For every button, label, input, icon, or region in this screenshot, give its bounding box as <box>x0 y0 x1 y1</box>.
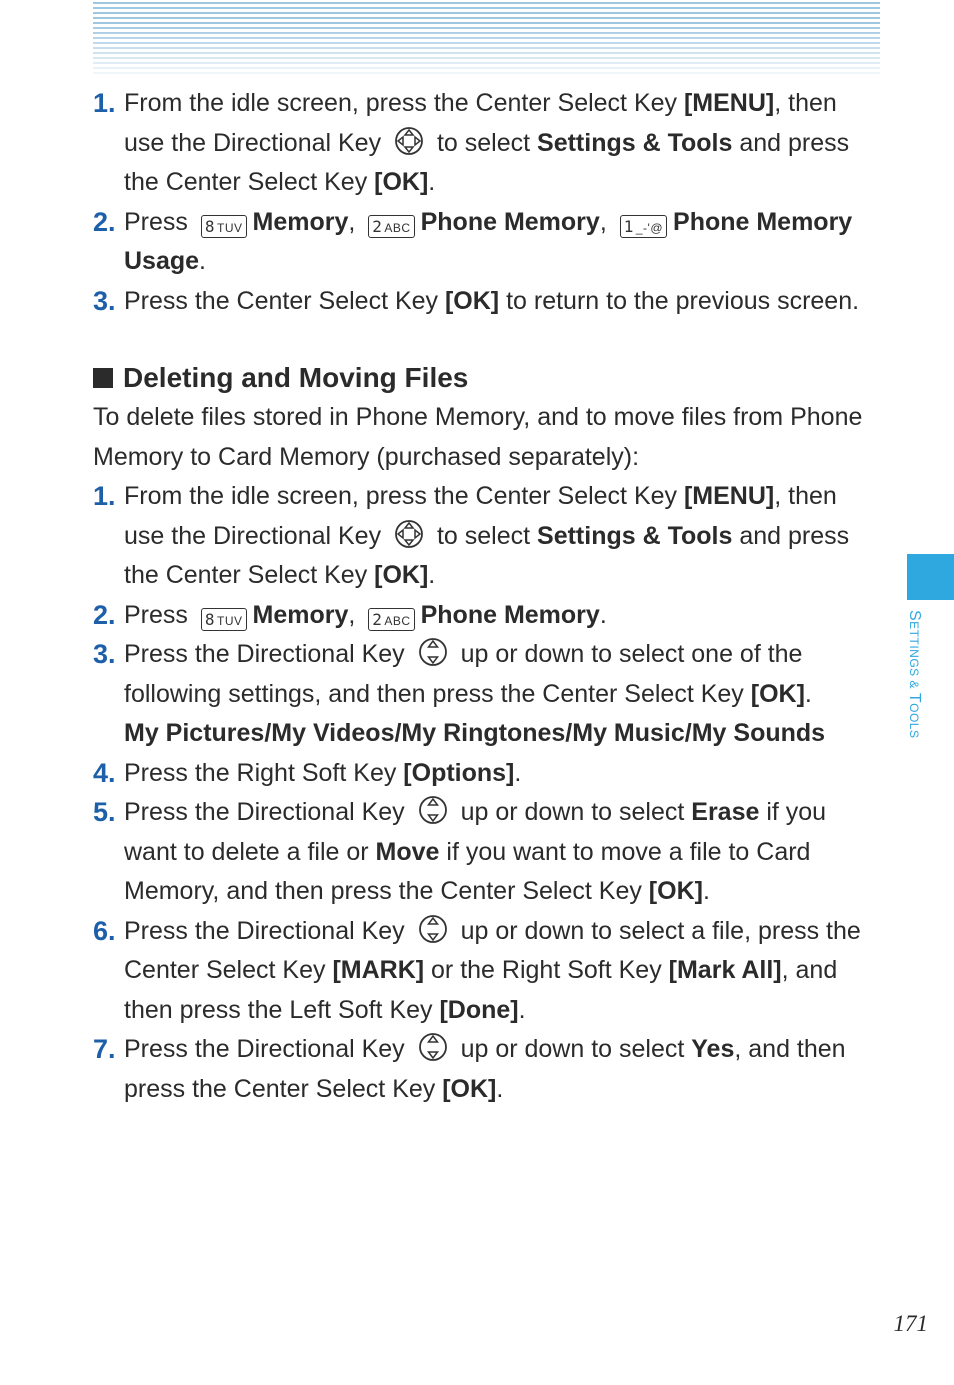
key-label: [Options] <box>403 758 515 787</box>
step-number: 4. <box>93 757 116 788</box>
key-label: [OK] <box>750 679 805 708</box>
menu-label: Settings & Tools <box>537 521 733 550</box>
menu-label: Phone Memory Usage <box>124 207 853 275</box>
step-1 <box>93 84 873 203</box>
square-bullet-icon <box>93 368 113 388</box>
step-number: 2. <box>93 599 116 630</box>
options-list: My Pictures/My Videos/My Ringtones/My Music/My Sounds <box>124 719 826 747</box>
up-down-key-icon <box>418 914 448 944</box>
step-number: 7. <box>93 1034 116 1064</box>
up-down-key-icon <box>418 637 448 667</box>
content <box>93 84 873 1109</box>
step-text: . <box>428 168 436 196</box>
step-6: 6. Press the Directional Key up or down to select a file, press the Center Select Key [MARK] or the Right Soft Key [Mark All], and then press the Left Soft Key [Done]. <box>93 912 873 1031</box>
step-text: , then use the Directional Key <box>124 89 837 157</box>
key-label: [Done] <box>439 995 519 1024</box>
up-down-key-icon <box>418 795 448 825</box>
step-number: 1. <box>93 481 116 511</box>
step-text: and press the Center Select Key <box>124 128 850 196</box>
key-label: [Mark All] <box>668 956 782 984</box>
key-1-icon: 1 _-'@ <box>620 215 667 238</box>
step-2: 2. Press 8 TUV Memory, 2 ABC Phone Memory. <box>93 596 873 636</box>
option-label: Erase <box>691 798 760 826</box>
option-label: Yes <box>691 1035 735 1063</box>
step-number: 5. <box>93 797 116 827</box>
menu-label: Memory <box>252 207 349 236</box>
key-label: [MENU] <box>683 482 775 510</box>
step-number: 2. <box>93 206 116 237</box>
key-label: [MENU] <box>683 89 775 117</box>
step-2: 2. Press 8 TUV Memory, 2 ABC Phone Memory, 1 _-'@ Phone Memory Usage. <box>93 203 873 282</box>
key-label: [OK] <box>374 561 429 589</box>
section-heading: Deleting and Moving Files <box>93 358 873 398</box>
step-text: From the idle screen, press the Center Select Key <box>124 89 684 117</box>
section-intro: To delete files stored in Phone Memory, and to move files from Phone Memory to Card Memory (purchased separately): <box>93 403 863 471</box>
page-number: 171 <box>893 1311 928 1336</box>
step-3 <box>93 282 873 322</box>
up-down-key-icon <box>418 1032 448 1062</box>
key-label: [OK] <box>442 1074 497 1103</box>
key-2-icon: 2 ABC <box>368 608 414 631</box>
step-7: 7. Press the Directional Key up or down to select Yes, and then press the Center Select Key [OK]. <box>93 1030 873 1109</box>
menu-label: Settings & Tools <box>537 128 733 157</box>
step-4: 4. Press the Right Soft Key [Options]. <box>93 754 873 794</box>
key-label: [OK] <box>648 877 703 905</box>
step-number: 3. <box>93 639 116 669</box>
key-label: [OK] <box>444 286 500 315</box>
key-8-icon: 8 TUV <box>201 608 247 631</box>
key-label: [OK] <box>374 168 429 196</box>
menu-label: Phone Memory <box>420 600 600 629</box>
step-3: 3. Press the Directional Key up or down to select one of the following settings, and then press the Center Select Key [OK]. My Pictures/My Videos/My Ringtones/My Music/My Sounds <box>93 635 873 754</box>
key-2-icon: 2 ABC <box>368 215 414 238</box>
directional-key-icon <box>394 519 424 549</box>
key-8-icon: 8 TUV <box>201 215 247 238</box>
header-band <box>93 2 880 74</box>
step-1: 1. From the idle screen, press the Center Select Key [MENU], then use the Directional Key to select Settings & Tools and press the Center Select Key [OK]. <box>93 477 873 596</box>
step-5: 5. Press the Directional Key up or down to select Erase if you want to delete a file or Move if you want to move a file to Card Memory, and then press the Center Select Key [OK]. <box>93 793 873 912</box>
chapter-tab <box>907 554 954 600</box>
step-text: to return to the previous screen. <box>499 286 860 315</box>
step-number: 1. <box>93 88 116 118</box>
option-label: Move <box>375 837 440 866</box>
menu-label: Phone Memory <box>420 207 600 236</box>
menu-label: Memory <box>252 600 349 629</box>
chapter-label: SETTINGS & TOOLS <box>906 610 923 739</box>
step-text: Press the Center Select Key <box>124 286 445 315</box>
key-label: [MARK] <box>332 956 425 984</box>
step-text: Press <box>124 207 195 236</box>
step-number: 3. <box>93 285 116 316</box>
directional-key-icon <box>394 126 424 156</box>
step-text: to select <box>430 128 538 157</box>
step-number: 6. <box>93 915 116 946</box>
